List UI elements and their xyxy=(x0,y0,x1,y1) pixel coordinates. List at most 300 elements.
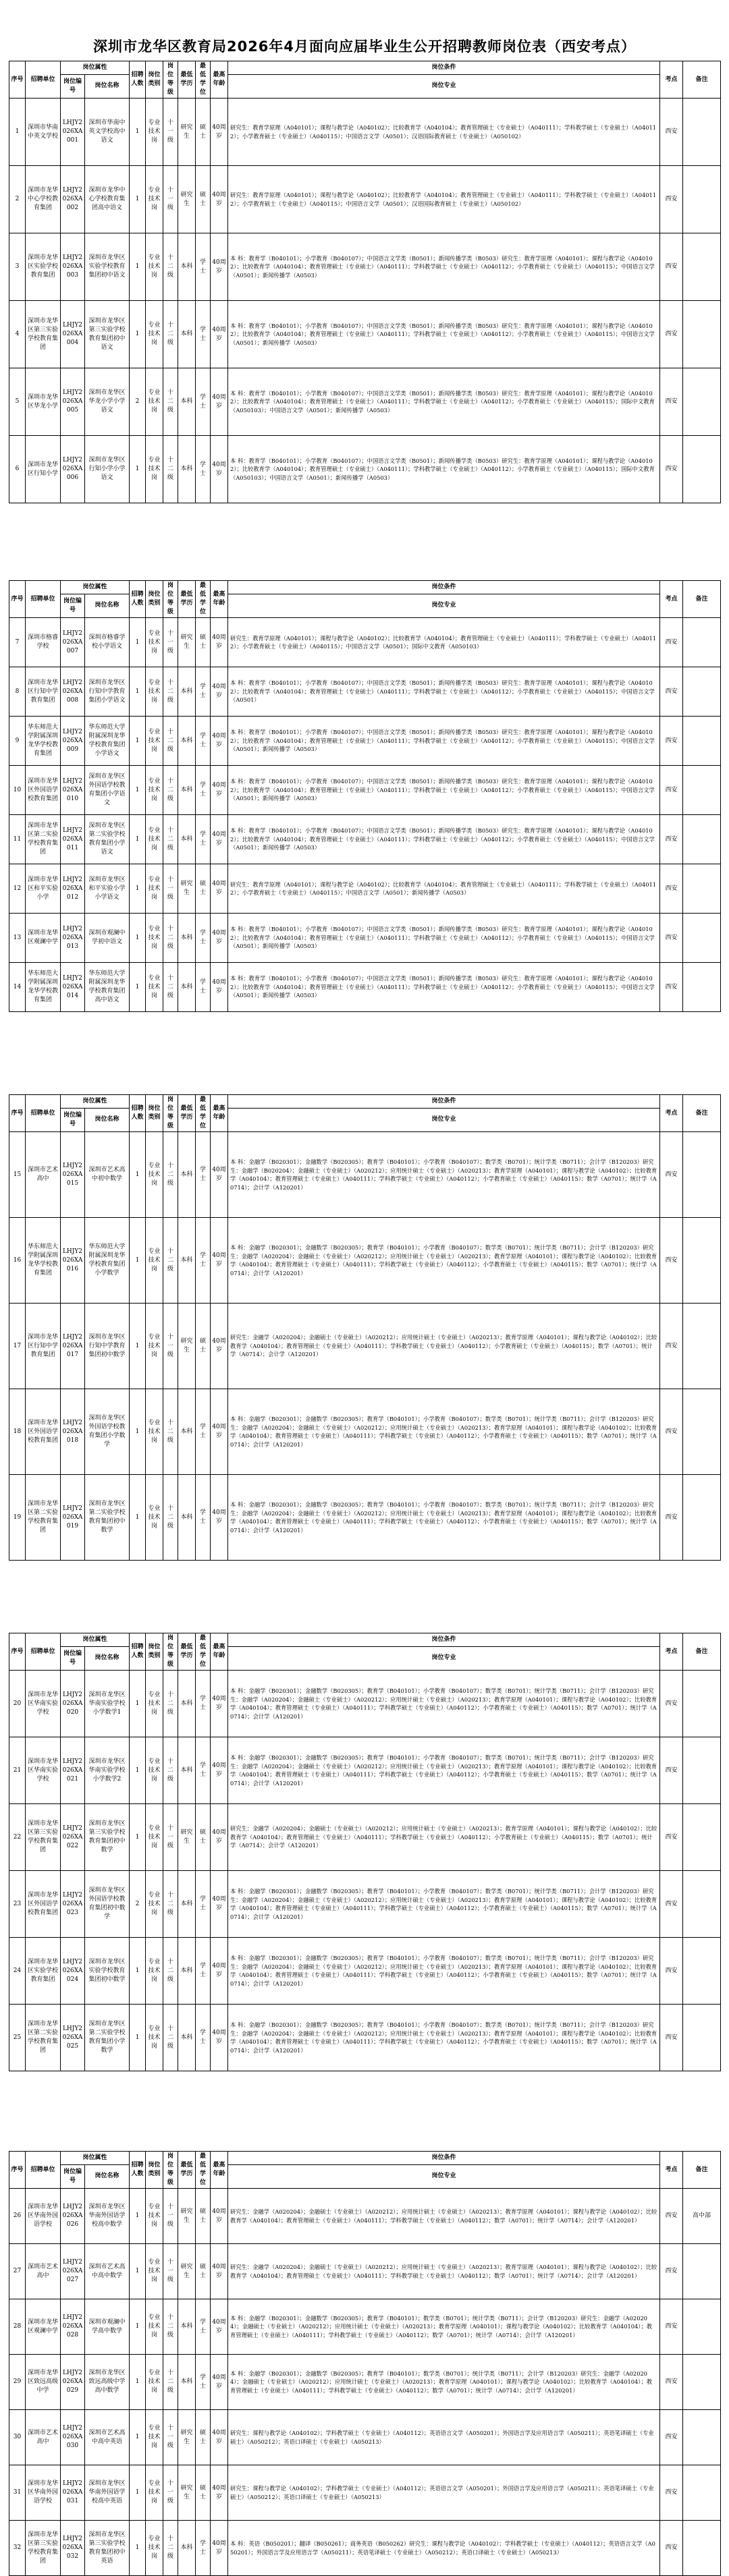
level-cell: 十二级 xyxy=(163,233,178,301)
count-cell: 1 xyxy=(130,2355,146,2410)
age-cell: 40周岁 xyxy=(211,2299,228,2355)
edu-cell: 本科 xyxy=(178,667,196,717)
table-row xyxy=(9,914,721,963)
header-major: 岗位专业 xyxy=(228,1108,660,1131)
degree-cell: 学士 xyxy=(196,301,211,368)
exam-cell: 西安 xyxy=(660,618,683,667)
seq-cell: 32 xyxy=(9,2521,26,2576)
level-cell: 十一级 xyxy=(163,2244,178,2299)
edu-cell: 本科 xyxy=(178,1218,196,1304)
major-cell: 本 科：教育学（B040101）；小学教育（B040107）；中国语言文学类（B0501）；新闻传播学类（B0503）研究生：教育学原理（A040101）；课程与教学论（A040102）；比较教育学（A040104）；教育管理硕士（专业硕士）（A040111）；学科教学硕士（专业硕士）（A040112）；小学教育硕士（专业硕士）（A040115）；国际中文教育（A050103）；中国语言文学（A0501）；新闻传播学（A0503） xyxy=(228,436,660,503)
post-code-cell: LHJY2026XA031 xyxy=(61,2465,85,2521)
header-degree: 最低学位 xyxy=(196,581,211,618)
age-cell: 40周岁 xyxy=(211,301,228,368)
exam-cell: 西安 xyxy=(660,2244,683,2299)
edu-cell: 本科 xyxy=(178,815,196,864)
major-cell: 研究生：教育学原理（A040101）；课程与教学论（A040102）；比较教育学（A040104）；教育管理硕士（专业硕士）（A040111）；学科教学硕士（专业硕士）（A040112）；小学教育硕士（专业硕士）（A040115）；中国语言文学（A0501）；汉语国际教育硕士（专业硕士）（A050102） xyxy=(228,166,660,233)
category-cell: 专业技术岗 xyxy=(146,1389,163,1475)
post-name-cell: 深圳市龙华区第三实验学校教育集团初中数学 xyxy=(85,1804,130,1871)
note-cell xyxy=(683,963,721,1012)
degree-cell: 学士 xyxy=(196,2005,211,2071)
major-cell: 本 科：英语（B050201）；翻译（B050261）；商务英语（B050262）研究生：课程与教学论（A040102）；学科教学硕士（专业硕士）（A040112）；英语语言文学（A050201）；外国语言学及应用语言学（A050211）；英语笔译硕士（专业硕士）（A050212）；英语口译硕士（专业硕士）（A050213） xyxy=(228,2521,660,2576)
category-cell: 专业技术岗 xyxy=(146,2005,163,2071)
header-exam: 考点 xyxy=(660,1095,683,1132)
count-cell: 1 xyxy=(130,301,146,368)
header-category: 岗位类别 xyxy=(146,61,163,99)
table-row xyxy=(9,1938,721,2005)
post-code-cell: LHJY2026XA005 xyxy=(61,368,85,436)
header-row xyxy=(9,581,721,594)
table-page xyxy=(9,1633,720,2058)
header-name: 岗位名称 xyxy=(85,74,130,98)
note-cell xyxy=(683,301,721,368)
header-note: 备注 xyxy=(683,581,721,618)
header-row xyxy=(9,61,721,75)
header-post-attr: 岗位属性 xyxy=(61,581,130,594)
degree-cell: 学士 xyxy=(196,1938,211,2005)
level-cell: 十一级 xyxy=(163,864,178,914)
header-category: 岗位类别 xyxy=(146,1633,163,1671)
seq-cell: 17 xyxy=(9,1304,26,1389)
age-cell: 40周岁 xyxy=(211,717,228,766)
level-cell: 十二级 xyxy=(163,2521,178,2576)
degree-cell: 学士 xyxy=(196,368,211,436)
header-degree: 最低学位 xyxy=(196,1633,211,1671)
count-cell: 1 xyxy=(130,2465,146,2521)
table-row xyxy=(9,1804,721,1871)
exam-cell: 西安 xyxy=(660,1475,683,1561)
unit-cell: 深圳市龙华中心学校教育集团 xyxy=(26,166,61,233)
unit-cell: 深圳市龙华区华南外国语学校 xyxy=(26,2189,61,2244)
header-post-attr: 岗位属性 xyxy=(61,61,130,75)
post-name-cell: 深圳市龙华区第三实验学校教育集团初中英语 xyxy=(85,2521,130,2576)
note-cell xyxy=(683,914,721,963)
unit-cell: 深圳市华南中英文学校 xyxy=(26,99,61,166)
level-cell: 十二级 xyxy=(163,1218,178,1304)
table-row xyxy=(9,1671,721,1737)
note-cell xyxy=(683,2465,721,2521)
note-cell xyxy=(683,166,721,233)
degree-cell: 学士 xyxy=(196,1218,211,1304)
major-cell: 本 科：金融学（B020301）；金融数学（B020305）；教育学（B040101）；小学教育（B040107）；数学类（B0701）；统计学类（B0711）；会计学（B120203）研究生：金融学（A020204）；金融硕士（专业硕士）（A020212）；应用统计硕士（专业硕士）（A020213）；教育学原理（A040101）；课程与教学论（A040102）；比较教育学（A040104）；教育管理硕士（专业硕士）（A040111）；学科教学硕士（专业硕士）（A040112）；小学教育硕士（专业硕士）（A040115）；数学（A0701）；统计学（A0714）；会计学（A120201） xyxy=(228,1218,660,1304)
edu-cell: 本科 xyxy=(178,1132,196,1218)
age-cell: 40周岁 xyxy=(211,166,228,233)
header-major: 岗位专业 xyxy=(228,1646,660,1670)
degree-cell: 学士 xyxy=(196,1737,211,1804)
table-row xyxy=(9,368,721,436)
exam-cell: 西安 xyxy=(660,2521,683,2576)
header-unit: 招聘单位 xyxy=(26,1633,61,1671)
edu-cell: 本科 xyxy=(178,1871,196,1938)
header-seq: 序号 xyxy=(9,1633,26,1671)
note-cell xyxy=(683,1304,721,1389)
level-cell: 十一级 xyxy=(163,618,178,667)
table-page xyxy=(9,2151,720,2563)
category-cell: 专业技术岗 xyxy=(146,1938,163,2005)
age-cell: 40周岁 xyxy=(211,618,228,667)
edu-cell: 本科 xyxy=(178,368,196,436)
header-code: 岗位编号 xyxy=(61,74,85,98)
degree-cell: 学士 xyxy=(196,815,211,864)
level-cell: 十二级 xyxy=(163,1737,178,1804)
table-row xyxy=(9,1737,721,1804)
header-cond: 岗位条件 xyxy=(228,581,660,594)
header-level: 岗位等级 xyxy=(163,1633,178,1671)
note-cell xyxy=(683,815,721,864)
post-code-cell: LHJY2026XA003 xyxy=(61,233,85,301)
seq-cell: 26 xyxy=(9,2189,26,2244)
header-count: 招聘人数 xyxy=(130,2152,146,2189)
category-cell: 专业技术岗 xyxy=(146,2189,163,2244)
header-seq: 序号 xyxy=(9,2152,26,2189)
level-cell: 十二级 xyxy=(163,2299,178,2355)
degree-cell: 硕士 xyxy=(196,99,211,166)
major-cell: 本 科：教育学（B040101）；小学教育（B040107）；中国语言文学类（B0501）；新闻传播学类（B0503）研究生：教育学原理（A040101）；课程与教学论（A040102）；比较教育学（A040104）；教育管理硕士（专业硕士）（A040111）；学科教学硕士（专业硕士）（A040112）；小学教育硕士（专业硕士）（A040115）；中国语言文学（A0501） xyxy=(228,667,660,717)
post-code-cell: LHJY2026XA029 xyxy=(61,2355,85,2410)
major-cell: 本 科：金融学（B020301）；金融数学（B020305）；教育学（B040101）；小学教育（B040107）；数学类（B0701）；统计学类（B0711）；会计学（B120203）研究生：金融学（A020204）；金融硕士（专业硕士）（A020212）；应用统计硕士（专业硕士）（A020213）；教育学原理（A040101）；课程与教学论（A040102）；比较教育学（A040104）；教育管理硕士（专业硕士）（A040111）；学科教学硕士（专业硕士）（A040112）；小学教育硕士（专业硕士）（A040115）；数学（A0701）；统计学（A0714）；会计学（A120201） xyxy=(228,1475,660,1561)
category-cell: 专业技术岗 xyxy=(146,2521,163,2576)
header-exam: 考点 xyxy=(660,581,683,618)
header-edu: 最低学历 xyxy=(178,2152,196,2189)
exam-cell: 西安 xyxy=(660,963,683,1012)
exam-cell: 西安 xyxy=(660,2189,683,2244)
unit-cell: 深圳市龙华区观澜中学 xyxy=(26,2299,61,2355)
unit-cell: 深圳市龙华区行知中学教育集团 xyxy=(26,667,61,717)
note-cell xyxy=(683,1218,721,1304)
header-category: 岗位类别 xyxy=(146,1095,163,1132)
header-major: 岗位专业 xyxy=(228,74,660,98)
age-cell: 40周岁 xyxy=(211,1304,228,1389)
count-cell: 1 xyxy=(130,2005,146,2071)
major-cell: 研究生：课程与教学论（A040102）；学科教学硕士（专业硕士）（A040112）；英语语言文学（A050201）；外国语言学及应用语言学（A050211）；英语笔译硕士（专业硕士）（A050212）；英语口译硕士（专业硕士）（A050213） xyxy=(228,2410,660,2465)
level-cell: 十一级 xyxy=(163,166,178,233)
post-code-cell: LHJY2026XA032 xyxy=(61,2521,85,2576)
count-cell: 1 xyxy=(130,864,146,914)
unit-cell: 深圳市艺术高中 xyxy=(26,1132,61,1218)
unit-cell: 深圳市艺术高中 xyxy=(26,2244,61,2299)
degree-cell: 学士 xyxy=(196,2521,211,2576)
header-edu: 最低学历 xyxy=(178,581,196,618)
level-cell: 十二级 xyxy=(163,368,178,436)
table-row xyxy=(9,1389,721,1475)
header-exam: 考点 xyxy=(660,61,683,99)
exam-cell: 西安 xyxy=(660,815,683,864)
major-cell: 本 科：教育学（B040101）；小学教育（B040107）；中国语言文学类（B0501）；新闻传播学类（B0503）研究生：教育学原理（A040101）；课程与教学论（A040102）；比较教育学（A040104）；教育管理硕士（专业硕士）（A040111）；学科教学硕士（专业硕士）（A040112）；小学教育硕士（专业硕士）（A040115）；中国语言文学（A0501）；新闻传播学（A0503） xyxy=(228,301,660,368)
level-cell: 十二级 xyxy=(163,1871,178,1938)
category-cell: 专业技术岗 xyxy=(146,963,163,1012)
header-major: 岗位专业 xyxy=(228,594,660,617)
header-post-attr: 岗位属性 xyxy=(61,1095,130,1109)
header-degree: 最低学位 xyxy=(196,2152,211,2189)
level-cell: 十二级 xyxy=(163,1132,178,1218)
unit-cell: 深圳市龙华区第三实验学校教育集团 xyxy=(26,1804,61,1871)
exam-cell: 西安 xyxy=(660,667,683,717)
exam-cell: 西安 xyxy=(660,2355,683,2410)
age-cell: 40周岁 xyxy=(211,963,228,1012)
header-row xyxy=(9,1633,721,1647)
seq-cell: 16 xyxy=(9,1218,26,1304)
exam-cell: 西安 xyxy=(660,166,683,233)
header-cond: 岗位条件 xyxy=(228,1095,660,1109)
seq-cell: 18 xyxy=(9,1389,26,1475)
age-cell: 40周岁 xyxy=(211,1475,228,1561)
exam-cell: 西安 xyxy=(660,1132,683,1218)
major-cell: 本 科：教育学（B040101）；小学教育（B040107）；中国语言文学类（B0501）；新闻传播学类（B0503）研究生：教育学原理（A040101）；课程与教学论（A040102）；比较教育学（A040104）；教育管理硕士（专业硕士）（A040111）；学科教学硕士（专业硕士）（A040112）；小学教育硕士（专业硕士）（A040115）；中国语言文学（A0501）；新闻传播学（A0503） xyxy=(228,815,660,864)
header-edu: 最低学历 xyxy=(178,1633,196,1671)
degree-cell: 学士 xyxy=(196,436,211,503)
age-cell: 40周岁 xyxy=(211,2410,228,2465)
header-note: 备注 xyxy=(683,2152,721,2189)
exam-cell: 西安 xyxy=(660,1737,683,1804)
major-cell: 研究生：金融学（A020204）；金融硕士（专业硕士）（A020212）；应用统计硕士（专业硕士）（A020213）；教育学原理（A040101）；课程与教学论（A040102）；比较教育学（A040104）；教育管理硕士（专业硕士）（A040111）；学科教学硕士（专业硕士）（A040112）；数学（A0701）；统计学（A0714）；会计学（A120201） xyxy=(228,2189,660,2244)
edu-cell: 本科 xyxy=(178,1389,196,1475)
seq-cell: 2 xyxy=(9,166,26,233)
major-cell: 本 科：教育学（B040101）；小学教育（B040107）；中国语言文学类（B0501）；新闻传播学类（B0503）研究生：教育学原理（A040101）；课程与教学论（A040102）；比较教育学（A040104）；教育管理硕士（专业硕士）（A040111）；学科教学硕士（专业硕士）（A040112）；小学教育硕士（专业硕士）（A040115）；中国语言文学（A0501）；新闻传播学（A0503） xyxy=(228,914,660,963)
exam-cell: 西安 xyxy=(660,914,683,963)
unit-cell: 深圳市龙华区华龙小学 xyxy=(26,368,61,436)
exam-cell: 西安 xyxy=(660,1804,683,1871)
count-cell: 1 xyxy=(130,233,146,301)
age-cell: 40周岁 xyxy=(211,233,228,301)
seq-cell: 28 xyxy=(9,2299,26,2355)
table-row xyxy=(9,667,721,717)
header-seq: 序号 xyxy=(9,61,26,99)
degree-cell: 学士 xyxy=(196,1475,211,1561)
exam-cell: 西安 xyxy=(660,1938,683,2005)
unit-cell: 深圳市龙华区第三实验学校教育集团 xyxy=(26,2521,61,2576)
edu-cell: 研究生 xyxy=(178,2244,196,2299)
post-name-cell: 深圳市龙华区外国语学校教育集团初中数学 xyxy=(85,1871,130,1938)
degree-cell: 硕士 xyxy=(196,166,211,233)
major-cell: 研究生：教育学原理（A040101）；课程与教学论（A040102）；比较教育学（A040104）；教育管理硕士（专业硕士）（A040111）；学科教学硕士（专业硕士）（A040112）；小学教育硕士（专业硕士）（A040115）；中国语言文学（A0501）；国际中文教育（A050103） xyxy=(228,618,660,667)
post-code-cell: LHJY2026XA028 xyxy=(61,2299,85,2355)
category-cell: 专业技术岗 xyxy=(146,301,163,368)
level-cell: 十二级 xyxy=(163,914,178,963)
header-note: 备注 xyxy=(683,1095,721,1132)
level-cell: 十二级 xyxy=(163,1475,178,1561)
note-cell xyxy=(683,1938,721,2005)
unit-cell: 深圳市龙华区第二实验学校教育集团 xyxy=(26,1475,61,1561)
level-cell: 十二级 xyxy=(163,963,178,1012)
degree-cell: 学士 xyxy=(196,1671,211,1737)
header-count: 招聘人数 xyxy=(130,61,146,99)
category-cell: 专业技术岗 xyxy=(146,1132,163,1218)
category-cell: 专业技术岗 xyxy=(146,1737,163,1804)
edu-cell: 本科 xyxy=(178,1737,196,1804)
unit-cell: 华东师范大学附属深圳龙华学校教育集团 xyxy=(26,717,61,766)
level-cell: 十一级 xyxy=(163,2465,178,2521)
count-cell: 2 xyxy=(130,1871,146,1938)
post-code-cell: LHJY2026XA001 xyxy=(61,99,85,166)
post-code-cell: LHJY2026XA030 xyxy=(61,2410,85,2465)
post-code-cell: LHJY2026XA027 xyxy=(61,2244,85,2299)
degree-cell: 学士 xyxy=(196,2299,211,2355)
page-title: 深圳市龙华区教育局2026年4月面向应届毕业生公开招聘教师岗位表（西安考点） xyxy=(92,38,637,55)
level-cell: 十一级 xyxy=(163,99,178,166)
header-exam: 考点 xyxy=(660,1633,683,1671)
table-row xyxy=(9,1304,721,1389)
table-row xyxy=(9,1218,721,1304)
seq-cell: 14 xyxy=(9,963,26,1012)
note-cell xyxy=(683,368,721,436)
age-cell: 40周岁 xyxy=(211,766,228,815)
unit-cell: 深圳市龙华区第三实验学校教育集团 xyxy=(26,301,61,368)
table-row xyxy=(9,717,721,766)
post-code-cell: LHJY2026XA007 xyxy=(61,618,85,667)
header-level: 岗位等级 xyxy=(163,581,178,618)
major-cell: 本 科：金融学（B020301）；金融数学（B020305）；教育学（B040101）；数学类（B0701）；统计学类（B0711）；会计学（B120203）研究生：金融学（A020204）；金融硕士（专业硕士）（A020212）；应用统计硕士（专业硕士）（A020213）；教育学原理（A040101）；课程与教学论（A040102）；比较教育学（A040104）；教育管理硕士（专业硕士）（A040111）；学科教学硕士（专业硕士）（A040112）；数学（A0701）；统计学（A0714）；会计学（A120201） xyxy=(228,2299,660,2355)
major-cell: 本 科：教育学（B040101）；小学教育（B040107）；中国语言文学类（B0501）；新闻传播学类（B0503）研究生：教育学原理（A040101）；课程与教学论（A040102）；比较教育学（A040104）；教育管理硕士（专业硕士）（A040111）；学科教学硕士（专业硕士）（A040112）；小学教育硕士（专业硕士）（A040115）；中国语言文学（A0501）；新闻传播学（A0503） xyxy=(228,717,660,766)
note-cell xyxy=(683,2244,721,2299)
age-cell: 40周岁 xyxy=(211,1389,228,1475)
major-cell: 研究生：课程与教学论（A040102）；学科教学硕士（专业硕士）（A040112）；英语语言文学（A050201）；外国语言学及应用语言学（A050211）；英语笔译硕士（专业硕士）（A050212）；英语口译硕士（专业硕士）（A050213） xyxy=(228,2465,660,2521)
degree-cell: 硕士 xyxy=(196,2244,211,2299)
unit-cell: 深圳市龙华区第二实验学校教育集团 xyxy=(26,815,61,864)
seq-cell: 22 xyxy=(9,1804,26,1871)
major-cell: 本 科：金融学（B020301）；金融数学（B020305）；教育学（B040101）；数学类（B0701）；统计学类（B0711）；会计学（B120203）研究生：金融学（A020204）；金融硕士（专业硕士）（A020212）；应用统计硕士（专业硕士）（A020213）；教育学原理（A040101）；课程与教学论（A040102）；比较教育学（A040104）；教育管理硕士（专业硕士）（A040111）；学科教学硕士（专业硕士）（A040112）；数学（A0701）；统计学（A0714）；会计学（A120201） xyxy=(228,2355,660,2410)
seq-cell: 11 xyxy=(9,815,26,864)
exam-cell: 西安 xyxy=(660,2465,683,2521)
note-cell xyxy=(683,99,721,166)
unit-cell: 深圳市艺术高中 xyxy=(26,2410,61,2465)
posts-table xyxy=(9,1633,721,2071)
post-name-cell: 深圳市龙华区华南实验学校小学数学1 xyxy=(85,1671,130,1737)
note-cell: 高中部 xyxy=(683,2189,721,2244)
seq-cell: 24 xyxy=(9,1938,26,2005)
degree-cell: 学士 xyxy=(196,963,211,1012)
header-edu: 最低学历 xyxy=(178,1095,196,1132)
table-row xyxy=(9,2299,721,2355)
degree-cell: 学士 xyxy=(196,2355,211,2410)
level-cell: 十二级 xyxy=(163,667,178,717)
degree-cell: 硕士 xyxy=(196,2410,211,2465)
unit-cell: 深圳市龙华区行知中学教育集团 xyxy=(26,1304,61,1389)
post-name-cell: 深圳市龙华区外国语学校教育集团小学数学 xyxy=(85,1389,130,1475)
age-cell: 40周岁 xyxy=(211,667,228,717)
edu-cell: 本科 xyxy=(178,766,196,815)
major-cell: 本 科：金融学（B020301）；金融数学（B020305）；教育学（B040101）；小学教育（B040107）；数学类（B0701）；统计学类（B0711）；会计学（B120203）研究生：金融学（A020204）；金融硕士（专业硕士）（A020212）；应用统计硕士（专业硕士）（A020213）；教育学原理（A040101）；课程与教学论（A040102）；比较教育学（A040104）；教育管理硕士（专业硕士）（A040111）；学科教学硕士（专业硕士）（A040112）；小学教育硕士（专业硕士）（A040115）；数学（A0701）；统计学（A0714）；会计学（A120201） xyxy=(228,1671,660,1737)
age-cell: 40周岁 xyxy=(211,2189,228,2244)
table-row xyxy=(9,1871,721,1938)
header-unit: 招聘单位 xyxy=(26,61,61,99)
level-cell: 十二级 xyxy=(163,2355,178,2410)
exam-cell: 西安 xyxy=(660,766,683,815)
level-cell: 十一级 xyxy=(163,1804,178,1871)
table-row xyxy=(9,2005,721,2071)
table-row xyxy=(9,963,721,1012)
header-age: 最高年龄 xyxy=(211,1095,228,1132)
unit-cell: 深圳市龙华区行知小学 xyxy=(26,436,61,503)
count-cell: 1 xyxy=(130,1304,146,1389)
count-cell: 1 xyxy=(130,1671,146,1737)
seq-cell: 10 xyxy=(9,766,26,815)
header-seq: 序号 xyxy=(9,1095,26,1132)
post-name-cell: 深圳市艺术高中高中英语 xyxy=(85,2410,130,2465)
note-cell xyxy=(683,1737,721,1804)
header-post-attr: 岗位属性 xyxy=(61,1633,130,1647)
count-cell: 1 xyxy=(130,2410,146,2465)
category-cell: 专业技术岗 xyxy=(146,1804,163,1871)
header-degree: 最低学位 xyxy=(196,61,211,99)
degree-cell: 硕士 xyxy=(196,2465,211,2521)
age-cell: 40周岁 xyxy=(211,2521,228,2576)
major-cell: 本 科：教育学（B040101）；小学教育（B040107）；中国语言文学类（B0501）；新闻传播学类（B0503）研究生：教育学原理（A040101）；课程与教学论（A040102）；比较教育学（A040104）；教育管理硕士（专业硕士）（A040111）；学科教学硕士（专业硕士）（A040112）；小学教育硕士（专业硕士）（A040115）；中国语言文学（A0501）；新闻传播学（A0503） xyxy=(228,963,660,1012)
level-cell: 十二级 xyxy=(163,301,178,368)
level-cell: 十二级 xyxy=(163,1671,178,1737)
level-cell: 十二级 xyxy=(163,1389,178,1475)
post-name-cell: 深圳市龙华区实验学校教育集团初中数学 xyxy=(85,1938,130,2005)
age-cell: 40周岁 xyxy=(211,436,228,503)
note-cell xyxy=(683,436,721,503)
post-name-cell: 深圳市龙华区外国语学校教育集团小学语文 xyxy=(85,766,130,815)
exam-cell: 西安 xyxy=(660,1389,683,1475)
age-cell: 40周岁 xyxy=(211,2244,228,2299)
post-name-cell: 深圳市龙华区第二实验学校教育集团小学数学 xyxy=(85,2005,130,2071)
post-code-cell: LHJY2026XA017 xyxy=(61,1304,85,1389)
header-edu: 最低学历 xyxy=(178,61,196,99)
major-cell: 研究生：教育学原理（A040101）；课程与教学论（A040102）；比较教育学（A040104）；教育管理硕士（专业硕士）（A040111）；学科教学硕士（专业硕士）（A040112）；小学教育硕士（专业硕士）（A040115）；中国语言文学（A0501）；新闻传播学（A0503） xyxy=(228,864,660,914)
edu-cell: 研究生 xyxy=(178,2465,196,2521)
header-row xyxy=(9,594,721,617)
post-name-cell: 深圳市龙华区和平实验小学小学语文 xyxy=(85,864,130,914)
post-name-cell: 深圳市龙华区第二实验学校教育集团小学语文 xyxy=(85,815,130,864)
level-cell: 十二级 xyxy=(163,1938,178,2005)
exam-cell: 西安 xyxy=(660,1218,683,1304)
degree-cell: 学士 xyxy=(196,1389,211,1475)
degree-cell: 学士 xyxy=(196,233,211,301)
category-cell: 专业技术岗 xyxy=(146,233,163,301)
note-cell xyxy=(683,1871,721,1938)
post-code-cell: LHJY2026XA019 xyxy=(61,1475,85,1561)
major-cell: 本 科：金融学（B020301）；金融数学（B020305）；教育学（B040101）；小学教育（B040107）；数学类（B0701）；统计学类（B0711）；会计学（B120203）研究生：金融学（A020204）；金融硕士（专业硕士）（A020212）；应用统计硕士（专业硕士）（A020213）；教育学原理（A040101）；课程与教学论（A040102）；比较教育学（A040104）；教育管理硕士（专业硕士）（A040111）；学科教学硕士（专业硕士）（A040112）；小学教育硕士（专业硕士）（A040115）；数学（A0701）；统计学（A0714）；会计学（A120201） xyxy=(228,2005,660,2071)
header-code: 岗位编号 xyxy=(61,594,85,617)
unit-cell: 深圳市龙华区观澜中学 xyxy=(26,914,61,963)
note-cell xyxy=(683,1671,721,1737)
header-age: 最高年龄 xyxy=(211,2152,228,2189)
seq-cell: 21 xyxy=(9,1737,26,1804)
category-cell: 专业技术岗 xyxy=(146,2410,163,2465)
post-code-cell: LHJY2026XA018 xyxy=(61,1389,85,1475)
post-name-cell: 深圳市观澜中学初中语文 xyxy=(85,914,130,963)
count-cell: 1 xyxy=(130,667,146,717)
unit-cell: 深圳市龙华区第二实验学校教育集团 xyxy=(26,2005,61,2071)
exam-cell: 西安 xyxy=(660,2410,683,2465)
category-cell: 专业技术岗 xyxy=(146,717,163,766)
count-cell: 1 xyxy=(130,963,146,1012)
edu-cell: 研究生 xyxy=(178,99,196,166)
category-cell: 专业技术岗 xyxy=(146,2244,163,2299)
post-code-cell: LHJY2026XA025 xyxy=(61,2005,85,2071)
age-cell: 40周岁 xyxy=(211,1938,228,2005)
seq-cell: 31 xyxy=(9,2465,26,2521)
level-cell: 十二级 xyxy=(163,766,178,815)
post-name-cell: 深圳市观澜中学高中数学 xyxy=(85,2299,130,2355)
post-code-cell: LHJY2026XA024 xyxy=(61,1938,85,2005)
degree-cell: 硕士 xyxy=(196,864,211,914)
unit-cell: 深圳市龙华区华南实验学校 xyxy=(26,1671,61,1737)
exam-cell: 西安 xyxy=(660,1871,683,1938)
level-cell: 十二级 xyxy=(163,2005,178,2071)
post-name-cell: 华东师范大学附属深圳龙华学校教育集团小学数学 xyxy=(85,1218,130,1304)
seq-cell: 1 xyxy=(9,99,26,166)
count-cell: 1 xyxy=(130,2299,146,2355)
note-cell xyxy=(683,864,721,914)
table-row xyxy=(9,1132,721,1218)
header-code: 岗位编号 xyxy=(61,2164,85,2188)
post-name-cell: 深圳市龙华区行知小学小学语文 xyxy=(85,436,130,503)
level-cell: 十一级 xyxy=(163,2410,178,2465)
exam-cell: 西安 xyxy=(660,2005,683,2071)
